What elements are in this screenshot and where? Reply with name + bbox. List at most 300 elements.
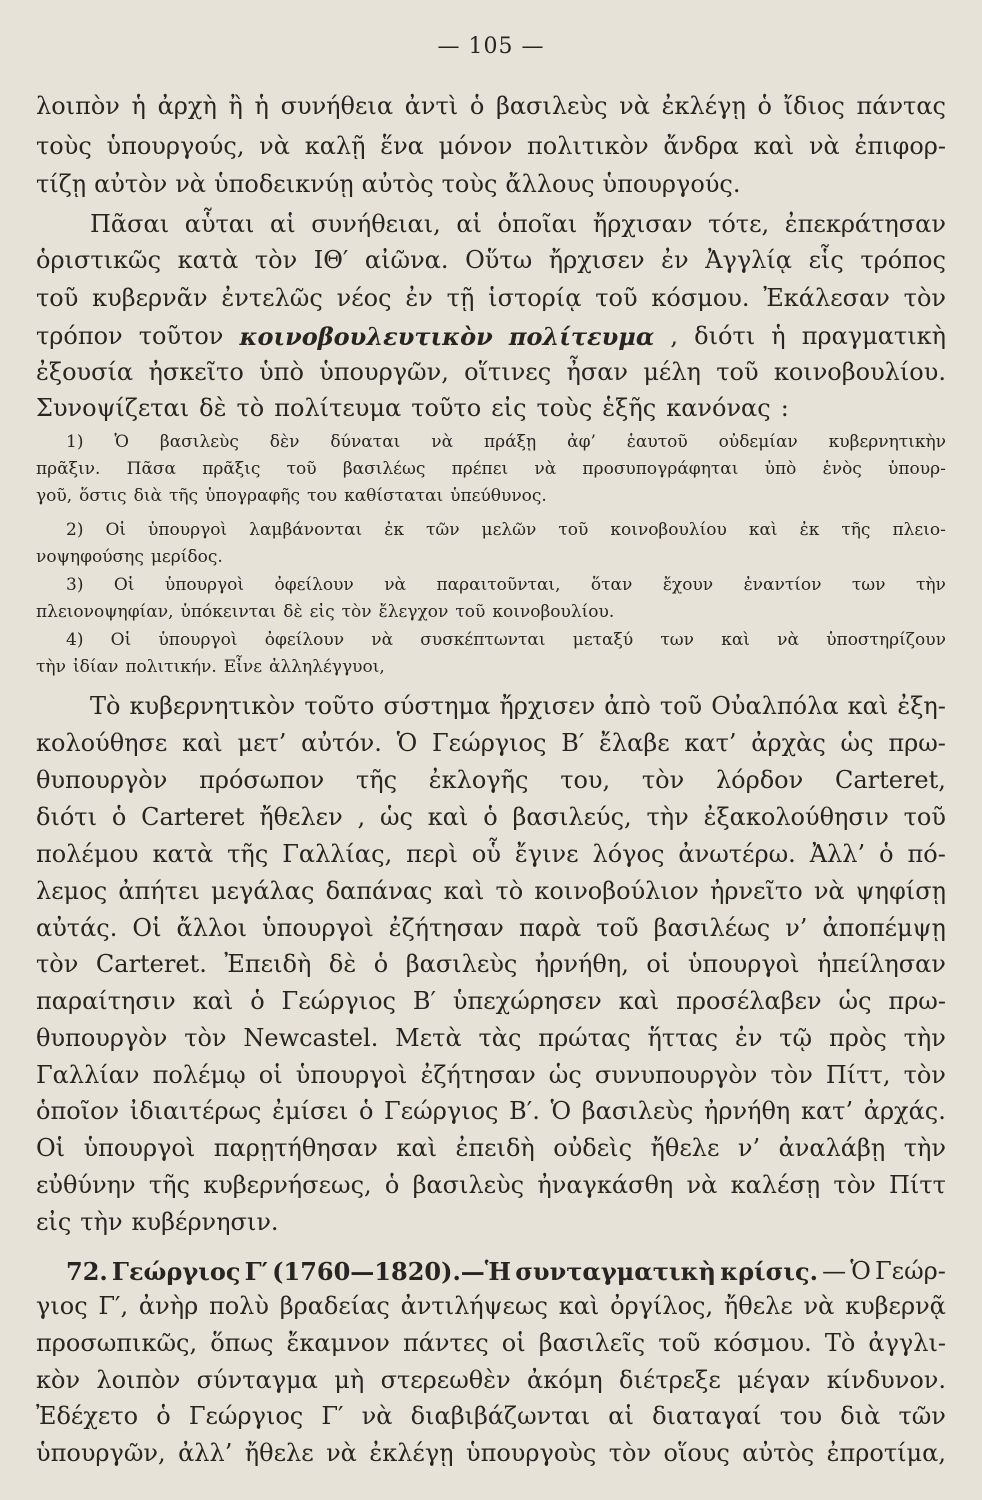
word: νὰ bbox=[384, 575, 407, 595]
paragraph-line bbox=[36, 1208, 946, 1236]
word: τὸν bbox=[903, 1061, 946, 1089]
rule-line bbox=[36, 547, 946, 567]
word: τῆς bbox=[168, 486, 199, 506]
word: τοῦ bbox=[455, 602, 486, 622]
word: μὴ bbox=[334, 1366, 365, 1394]
word: βασιλέως bbox=[653, 914, 771, 942]
word: ἡ bbox=[771, 322, 786, 350]
section-heading-line bbox=[66, 1257, 946, 1286]
word: κανόνας bbox=[666, 394, 771, 422]
word: κολούθησε bbox=[36, 729, 168, 757]
word: ἠπείλησαν bbox=[817, 950, 946, 978]
paragraph-line bbox=[36, 284, 946, 312]
word: ἑαυτοῦ bbox=[626, 432, 688, 452]
word: Ἐδέχετο bbox=[36, 1402, 139, 1430]
word: ὑπουργοὶ bbox=[687, 950, 800, 978]
word: καὶ bbox=[443, 877, 485, 905]
word: προσωπικῶς, bbox=[36, 1329, 198, 1357]
word: ἠρνήθη, bbox=[534, 950, 629, 978]
word: πολίτευμα bbox=[274, 394, 402, 422]
word: ὁ bbox=[111, 803, 127, 831]
word: τὴν bbox=[80, 1208, 123, 1236]
word: οἱ bbox=[258, 1061, 283, 1089]
word: κυβέρνησιν. bbox=[131, 1208, 279, 1236]
word: ἕνα bbox=[380, 132, 424, 160]
word: νὰ bbox=[326, 1439, 357, 1467]
word: Γεώργιος bbox=[384, 1097, 499, 1125]
word: ὁποῖον bbox=[36, 1097, 120, 1125]
word: πρώτας bbox=[538, 1024, 631, 1052]
word: Τὸ bbox=[90, 692, 121, 720]
word: Newcastel. bbox=[243, 1024, 379, 1052]
word: Οἱ bbox=[110, 630, 132, 650]
word: τοῦ bbox=[595, 284, 638, 312]
word: ἐν bbox=[405, 284, 433, 312]
word: ἤθελε bbox=[244, 1439, 314, 1467]
word: Ὁ bbox=[114, 432, 129, 452]
word: Γ′ bbox=[244, 1257, 268, 1286]
word: ὁ bbox=[373, 950, 389, 978]
word: Γ′ bbox=[321, 1402, 344, 1430]
word: τῆς bbox=[841, 520, 871, 540]
word: κόσμου. bbox=[651, 284, 750, 312]
word: πολέμῳ bbox=[152, 1061, 246, 1089]
word: ὡς bbox=[379, 803, 413, 831]
word: θυπουργὸν bbox=[36, 766, 168, 794]
word: ἔλεγχον bbox=[378, 602, 449, 622]
word: τοῦ bbox=[558, 520, 589, 540]
word: τῆς bbox=[227, 840, 269, 868]
word: ὑπουργοὶ bbox=[262, 914, 374, 942]
word: τὴν bbox=[646, 803, 689, 831]
word: πρέπει bbox=[451, 459, 509, 479]
word: καὶ bbox=[753, 132, 795, 160]
word: καὶ bbox=[721, 630, 750, 650]
word: πλειο- bbox=[892, 520, 946, 540]
word: Ἐκάλεσαν bbox=[763, 284, 890, 312]
word: κατ’ bbox=[684, 729, 737, 757]
word: λόρδον bbox=[715, 766, 804, 794]
word: συνήθειαι, bbox=[311, 210, 441, 238]
word: κοινοβουλίου bbox=[610, 520, 727, 540]
word: ὑπὸ bbox=[764, 459, 797, 479]
word: Συνοψίζεται bbox=[36, 394, 190, 422]
section-line bbox=[36, 1402, 946, 1430]
word: ὑποδεικνύῃ bbox=[214, 170, 354, 198]
word: τῆς bbox=[148, 1171, 190, 1199]
word: καὶ bbox=[558, 1292, 600, 1320]
word: τὸ bbox=[236, 394, 265, 422]
word: ἔλαβε bbox=[599, 729, 670, 757]
word: ὁ bbox=[469, 92, 485, 120]
word: τίζῃ bbox=[36, 170, 87, 198]
paragraph-line bbox=[36, 170, 946, 198]
word: δὲ bbox=[328, 950, 357, 978]
word: βασιλέως bbox=[342, 459, 426, 479]
word: ἐν bbox=[734, 1024, 763, 1052]
word: (1760—1820).—Ἡ bbox=[272, 1257, 512, 1286]
word: καὶ bbox=[192, 987, 234, 1015]
word: ὑπουργοὶ bbox=[164, 575, 245, 595]
word: τῷ bbox=[779, 1024, 813, 1052]
word: τοὺς bbox=[536, 394, 593, 422]
paragraph-line bbox=[36, 840, 946, 868]
word: τῶν bbox=[898, 1402, 946, 1430]
word: τοῦ bbox=[286, 459, 317, 479]
word: κοινοβούλιον bbox=[534, 877, 699, 905]
word: Β′ bbox=[412, 987, 436, 1015]
word: ἀφ’ bbox=[567, 432, 596, 452]
word: των bbox=[660, 630, 695, 650]
rule-line bbox=[66, 630, 946, 650]
rule-line bbox=[36, 486, 946, 506]
word: συσκέπτωνται bbox=[420, 630, 546, 650]
word: καθίσταται bbox=[344, 486, 444, 506]
word: Οὐαλπόλα bbox=[711, 692, 839, 720]
word: ἤρχισεν bbox=[499, 692, 596, 720]
word: πραγματικὴ bbox=[801, 322, 946, 350]
page-number: — 105 — bbox=[437, 34, 545, 59]
word: νὰ bbox=[813, 877, 845, 905]
word: ἐν bbox=[661, 246, 689, 274]
word: ὁ bbox=[358, 1097, 374, 1125]
word: Carteret bbox=[141, 803, 245, 831]
paragraph-line bbox=[36, 950, 946, 978]
word: νὰ bbox=[431, 432, 454, 452]
word: διαταγαί bbox=[652, 1402, 762, 1430]
word: πολιτικήν. bbox=[125, 657, 217, 677]
word: τοῦτο bbox=[304, 692, 375, 720]
word: ὑπεχώρησεν bbox=[452, 987, 602, 1015]
word: ὑπὸ bbox=[259, 358, 304, 386]
word: νὰ bbox=[534, 459, 557, 479]
word: ἔκαμνον bbox=[286, 1329, 390, 1357]
word: ἀλλ’ bbox=[178, 1439, 233, 1467]
word: ὑπογραφῆς bbox=[205, 486, 301, 506]
word: τὸν bbox=[254, 246, 298, 274]
word: τὸν bbox=[36, 950, 79, 978]
word: τοῦτον bbox=[138, 322, 224, 350]
word: οἱ bbox=[646, 950, 671, 978]
word: κυβερνητικὸν bbox=[129, 692, 296, 720]
word: Ἀλλ’ bbox=[809, 840, 866, 868]
word: ἀντιλήψεως bbox=[400, 1292, 548, 1320]
word: πρω- bbox=[888, 729, 946, 757]
word: τρόπον bbox=[36, 322, 123, 350]
word: ἀρχάς. bbox=[863, 1097, 946, 1125]
section-line bbox=[36, 1439, 946, 1467]
word: προσυπογράφηται bbox=[582, 459, 739, 479]
word: τὸν bbox=[608, 1439, 652, 1467]
word: ἦσαν bbox=[566, 358, 629, 386]
word: γοῦ, bbox=[36, 486, 73, 506]
word: νὰ bbox=[777, 630, 799, 650]
section-line bbox=[36, 1292, 946, 1320]
word: καὶ bbox=[396, 1134, 437, 1162]
word: σύστημα bbox=[383, 692, 491, 720]
word: παραίτησιν bbox=[36, 987, 176, 1015]
word: των bbox=[851, 575, 886, 595]
word: ἐζήτησαν bbox=[388, 914, 504, 942]
word: ἰδιαιτέρως bbox=[129, 1097, 262, 1125]
word: εἷς bbox=[808, 246, 844, 274]
word: παραιτοῦνται, bbox=[436, 575, 561, 595]
word: αὐτάς. bbox=[36, 914, 118, 942]
word: καὶ bbox=[427, 803, 469, 831]
word: αὐτὸς bbox=[742, 1439, 815, 1467]
word: σύνταγμα bbox=[196, 1366, 318, 1394]
word: πολὺ bbox=[208, 1292, 269, 1320]
word: τῇ bbox=[446, 284, 475, 312]
word: διότι bbox=[694, 322, 756, 350]
word: πρόσωπον bbox=[199, 766, 325, 794]
word: ὁριστικῶς bbox=[36, 246, 162, 274]
word: στερεωθὲν bbox=[380, 1366, 511, 1394]
rule-line bbox=[66, 520, 946, 540]
word: : bbox=[780, 394, 789, 422]
word: ὁ bbox=[250, 987, 265, 1015]
word: κόσμου. bbox=[713, 1329, 812, 1357]
section-line bbox=[36, 1366, 946, 1394]
word: Οὕτω bbox=[465, 246, 533, 274]
paragraph-line bbox=[90, 210, 946, 238]
word: ἤρχισεν bbox=[548, 246, 645, 274]
word: πρᾶξιν. bbox=[36, 459, 101, 479]
word: ἐπεκράτησαν bbox=[784, 210, 946, 238]
word: Γεώρ- bbox=[875, 1257, 946, 1285]
word: Ὁ bbox=[550, 1097, 572, 1125]
word: τὸν bbox=[903, 284, 946, 312]
word: ἀπήτει bbox=[118, 877, 200, 905]
word: τῶν bbox=[425, 520, 460, 540]
word: ὡς bbox=[548, 1061, 582, 1089]
word: ἄνδρα bbox=[663, 132, 739, 160]
word: ἐπειδὴ bbox=[455, 1134, 535, 1162]
word: ἀναλάβῃ bbox=[778, 1134, 886, 1162]
word: Οἱ bbox=[113, 575, 135, 595]
word: καὶ bbox=[182, 729, 223, 757]
word: ὑποστηρίζουν bbox=[826, 630, 946, 650]
paragraph-line bbox=[36, 1097, 946, 1125]
word: βασιλεὺς bbox=[581, 1097, 694, 1125]
paragraph-line bbox=[90, 692, 946, 720]
word: κοινοβουλίου. bbox=[773, 358, 946, 386]
word: ὡς bbox=[838, 987, 872, 1015]
word: πρᾶξις bbox=[202, 459, 261, 479]
word: τὴν bbox=[903, 1134, 946, 1162]
word: ἐπροτίμα, bbox=[826, 1439, 946, 1467]
word: οὐδεὶς bbox=[553, 1134, 633, 1162]
paragraph-line bbox=[36, 1171, 946, 1199]
word: του bbox=[779, 1402, 823, 1430]
word: πρὸς bbox=[828, 1024, 887, 1052]
word: ἐκλέγῃ bbox=[369, 1439, 454, 1467]
word: ἐντελῶς bbox=[221, 284, 323, 312]
word: Γεώργιος bbox=[281, 987, 396, 1015]
word: μεταξύ bbox=[572, 630, 634, 650]
word: πό- bbox=[907, 840, 946, 868]
word: ὅπως bbox=[210, 1329, 274, 1357]
word: Γεώργιος bbox=[432, 729, 547, 757]
word: οἱ bbox=[501, 1329, 526, 1357]
word: προσέλαβεν bbox=[676, 987, 822, 1015]
word: ὑπουργοὶ bbox=[83, 1134, 196, 1162]
word: παρῃτήθησαν bbox=[213, 1134, 378, 1162]
paragraph-line bbox=[36, 987, 946, 1015]
rule-line bbox=[66, 432, 946, 452]
word: ἡ bbox=[254, 92, 269, 120]
word: παρὰ bbox=[518, 914, 582, 942]
word: κοινοβουλίου. bbox=[492, 602, 615, 622]
paragraph-line bbox=[36, 877, 946, 905]
word: 72. bbox=[66, 1257, 108, 1286]
word: Ὁ bbox=[850, 1257, 871, 1285]
word: νὰ bbox=[619, 92, 650, 120]
word: τοῦ bbox=[36, 284, 79, 312]
word: ἀπὸ bbox=[604, 692, 651, 720]
word: ἐκ bbox=[799, 520, 820, 540]
word: ὑπουργοὶ bbox=[148, 520, 228, 540]
word: καὶ bbox=[748, 520, 778, 540]
word: ὀφείλουν bbox=[274, 575, 354, 595]
word: Γαλλίας, bbox=[282, 840, 393, 868]
word: μέγαν bbox=[737, 1366, 811, 1394]
word: ἀγγλι- bbox=[868, 1329, 946, 1357]
word: Γαλλίαν bbox=[36, 1061, 140, 1089]
word: αἰῶνα. bbox=[364, 246, 449, 274]
word: μελῶν bbox=[481, 520, 537, 540]
word: ἢ bbox=[228, 92, 243, 120]
word: πλειονοψηφίαν, bbox=[36, 602, 174, 622]
word: ὁ bbox=[483, 803, 498, 831]
word: τὸν bbox=[341, 602, 372, 622]
word: ἠρνεῖτο bbox=[710, 877, 803, 905]
word: ἀνὴρ bbox=[138, 1292, 199, 1320]
word: Πίττ bbox=[888, 1171, 946, 1199]
word: Carteret. bbox=[95, 950, 207, 978]
word: οὗ bbox=[471, 840, 501, 868]
word: Ἐπειδὴ bbox=[224, 950, 312, 978]
word: ὑπόκεινται bbox=[180, 602, 277, 622]
word: ὁ bbox=[757, 92, 772, 120]
word: ἑνὸς bbox=[822, 459, 862, 479]
word: — bbox=[822, 1257, 847, 1285]
word: γιος bbox=[36, 1292, 88, 1320]
word: πάντες bbox=[402, 1329, 489, 1357]
word: ἐξουσία bbox=[36, 358, 134, 386]
word: ἤθελε bbox=[650, 1134, 720, 1162]
paragraph-line bbox=[36, 358, 946, 386]
word: εἰς bbox=[36, 1208, 72, 1236]
word: τοὺς bbox=[441, 170, 498, 198]
word: αὐτόν. bbox=[301, 729, 382, 757]
word: ἠναγκάσθη bbox=[537, 1171, 674, 1199]
word: διὰ bbox=[133, 486, 162, 506]
word: ὀφείλουν bbox=[264, 630, 345, 650]
word: ἡ bbox=[131, 92, 146, 120]
word: ἠσκεῖτο bbox=[148, 358, 244, 386]
word: , bbox=[670, 322, 679, 350]
paragraph-line bbox=[36, 1134, 946, 1162]
word: εἰς bbox=[491, 394, 527, 422]
word: μόνον bbox=[438, 132, 513, 160]
word: ἐξη- bbox=[897, 692, 946, 720]
word: ἐκλέγῃ bbox=[661, 92, 746, 120]
word: κὸν bbox=[36, 1366, 81, 1394]
word: Οἱ bbox=[132, 914, 162, 942]
word: 2) bbox=[66, 520, 84, 540]
word: ἤρχισαν bbox=[592, 210, 693, 238]
word: τὸν bbox=[770, 1061, 813, 1089]
word: κυβερνᾷ bbox=[845, 1292, 946, 1320]
word: ἤθελε bbox=[723, 1292, 793, 1320]
word: ἴδιος bbox=[783, 92, 845, 120]
word: ἐξακολούθησιν bbox=[703, 803, 889, 831]
word: τῆς bbox=[355, 766, 398, 794]
word: κατὰ bbox=[152, 840, 214, 868]
paragraph-line bbox=[36, 246, 946, 274]
word: Μετὰ bbox=[395, 1024, 462, 1052]
word: κυβερνήσεως, bbox=[203, 1171, 372, 1199]
rule-line bbox=[36, 657, 946, 677]
word: συνταγματικὴ bbox=[515, 1257, 716, 1286]
word: οἵτινες bbox=[464, 358, 552, 386]
word: τοὺς bbox=[36, 132, 92, 160]
word: κρίσις. bbox=[720, 1257, 818, 1286]
word: τὰς bbox=[478, 1024, 522, 1052]
word: ὑπουργοὶ bbox=[295, 1061, 408, 1089]
word: ἥττας bbox=[647, 1024, 719, 1052]
rule-line bbox=[36, 602, 946, 622]
word: ὑπουργοὺς bbox=[465, 1439, 597, 1467]
word: ἐζήτησαν bbox=[420, 1061, 536, 1089]
word: ἀνωτέρω. bbox=[678, 840, 796, 868]
paragraph-line bbox=[36, 803, 946, 831]
section-line bbox=[36, 1329, 946, 1357]
word: ἐκ bbox=[384, 520, 404, 540]
word: τὸν bbox=[184, 1024, 227, 1052]
word: ἀρχὰς bbox=[751, 729, 826, 757]
word: κίνδυνον. bbox=[826, 1366, 946, 1394]
word: τοῦ bbox=[659, 692, 703, 720]
word: του, bbox=[560, 766, 611, 794]
word: διαβιβάζωνται bbox=[410, 1402, 591, 1430]
word: βασιλεὺς bbox=[412, 1171, 525, 1199]
word: συνήθεια bbox=[280, 92, 394, 120]
word: βασιλεὺς bbox=[405, 950, 518, 978]
paragraph-line bbox=[36, 766, 946, 794]
paragraph-line bbox=[36, 132, 946, 160]
word: τρόπος bbox=[860, 246, 946, 274]
word: πρω- bbox=[888, 987, 946, 1015]
word: ἤθελεν bbox=[259, 803, 343, 831]
word: τότε, bbox=[708, 210, 770, 238]
word: μέλη bbox=[643, 358, 701, 386]
word: ὁ bbox=[879, 840, 894, 868]
word: περὶ bbox=[406, 840, 458, 868]
word: αἱ bbox=[270, 210, 296, 238]
word: κοινοβουλευτικὸν bbox=[239, 322, 493, 351]
word: οὐδεμίαν bbox=[718, 432, 798, 452]
word: πράξῃ bbox=[483, 432, 537, 452]
word: Γ′, bbox=[98, 1292, 129, 1320]
word: Γεώργιος bbox=[188, 1402, 304, 1430]
word: μεγάλας bbox=[210, 877, 315, 905]
word: τοῦ bbox=[596, 914, 639, 942]
word: νὰ bbox=[808, 132, 840, 160]
word: διέτρεξε bbox=[619, 1366, 721, 1394]
paragraph-line bbox=[36, 1024, 946, 1052]
